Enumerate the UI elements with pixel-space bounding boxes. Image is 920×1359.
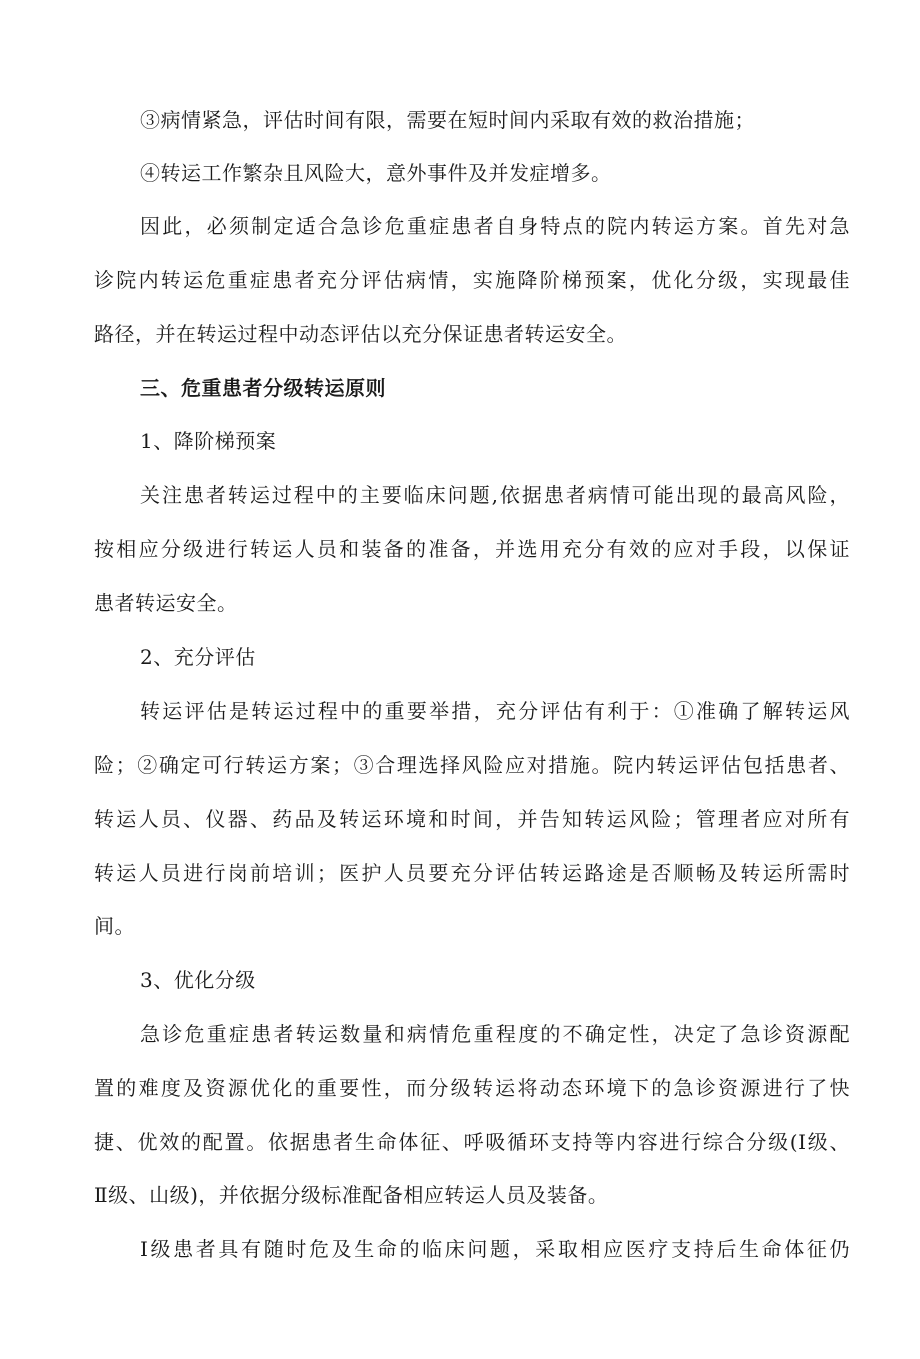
subsection-heading: 1、降阶梯预案: [140, 429, 277, 453]
paragraph-line: 转运人员、仪器、药品及转运环境和时间，并告知转运风险；管理者应对所有: [94, 807, 850, 831]
subsection-heading: 2、充分评估: [140, 645, 256, 669]
paragraph-line: 险；②确定可行转运方案；③合理选择风险应对措施。院内转运评估包括患者、: [94, 753, 850, 777]
paragraph-line: 患者转运安全。: [94, 591, 238, 615]
paragraph-line: 因此，必须制定适合急诊危重症患者自身特点的院内转运方案。首先对急: [140, 214, 850, 238]
paragraph-line: Ⅰ级患者具有随时危及生命的临床问题，采取相应医疗支持后生命体征仍: [140, 1237, 850, 1261]
paragraph-line: 转运评估是转运过程中的重要举措，充分评估有利于：①准确了解转运风: [140, 699, 850, 723]
paragraph-line: 路径，并在转运过程中动态评估以充分保证患者转运安全。: [94, 322, 627, 346]
paragraph-line: 间。: [94, 914, 135, 938]
paragraph-line: 急诊危重症患者转运数量和病情危重程度的不确定性，决定了急诊资源配: [140, 1022, 850, 1046]
section-heading: 三、危重患者分级转运原则: [140, 376, 386, 400]
paragraph-line: 转运人员进行岗前培训；医护人员要充分评估转运路途是否顺畅及转运所需时: [94, 861, 850, 885]
paragraph-line: 捷、优效的配置。依据患者生命体征、呼吸循环支持等内容进行综合分级(I级、: [94, 1130, 850, 1154]
list-item-4: ④转运工作繁杂且风险大，意外事件及并发症增多。: [140, 161, 612, 185]
paragraph-line: 关注患者转运过程中的主要临床问题,依据患者病情可能出现的最高风险，: [140, 483, 850, 507]
subsection-heading: 3、优化分级: [140, 968, 256, 992]
paragraph-line: Ⅱ级、山级)，并依据分级标准配备相应转运人员及装备。: [94, 1183, 609, 1207]
list-item-3: ③病情紧急，评估时间有限，需要在短时间内采取有效的救治措施；: [140, 108, 755, 132]
paragraph-line: 诊院内转运危重症患者充分评估病情，实施降阶梯预案，优化分级，实现最佳: [94, 268, 850, 292]
paragraph-line: 置的难度及资源优化的重要性，而分级转运将动态环境下的急诊资源进行了快: [94, 1076, 850, 1100]
paragraph-line: 按相应分级进行转运人员和装备的准备，并选用充分有效的应对手段，以保证: [94, 537, 850, 561]
